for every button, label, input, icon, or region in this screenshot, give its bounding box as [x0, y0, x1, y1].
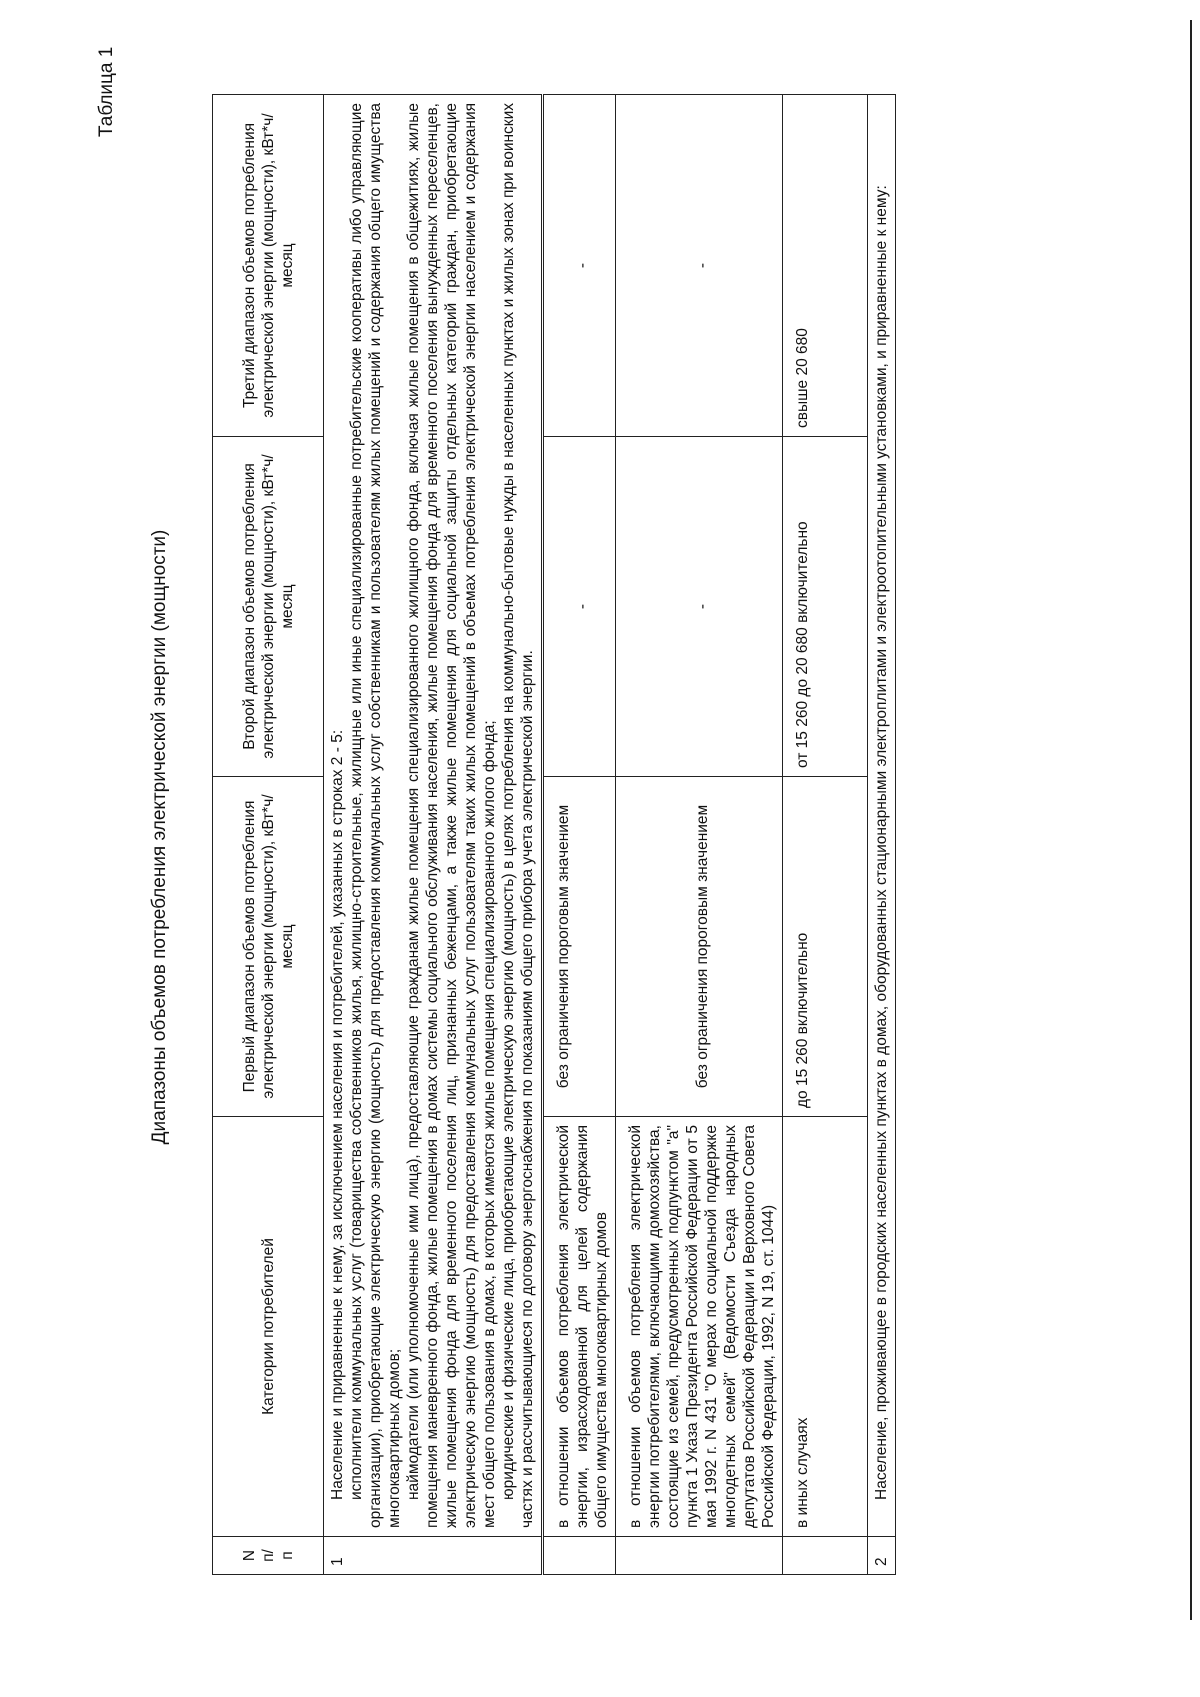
header-category: Категории потребителей — [213, 1117, 324, 1537]
sub-row-category: в отношении объемов потребления электрической энергии потребителями, включающими домохозяйства, состоящие из семей, предусмотренных подпунктом "а" пункта 1 Указа Президента Российской Федерации от 5 мая 1992 г. N 431 "О мерах по социальной поддержке многодетных семей" (Ведомости Съезда народных депутатов Российской Федерации и Верховного Совета Российской Федерации, 1992, N 19, ст. 1044) — [616, 1117, 783, 1537]
consumption-ranges-table — [212, 94, 896, 1575]
sub-row — [543, 95, 616, 1575]
table-label: Таблица 1 — [96, 46, 117, 137]
sub-row-category: в иных случаях — [783, 1117, 868, 1537]
header-n: N п/п — [213, 1537, 324, 1575]
sub-row-range3: свыше 20 680 — [783, 95, 868, 437]
sub-row-range1: без ограничения пороговым значением — [616, 777, 783, 1117]
row2-number: 2 — [868, 1537, 896, 1575]
row1-paragraph: Население и приравненные к нему, за исключением населения и потребителей, указанных в строках 2 - 5: — [329, 729, 346, 1500]
sub-row-category: в отношении объемов потребления электрической энергии, израсходованной для целей содержания общего имущества многоквартирных домов — [543, 1117, 616, 1537]
row-1 — [324, 95, 543, 1575]
header-range2: Второй диапазон объемов потребления электрической энергии (мощности), кВт*ч/месяц — [213, 437, 324, 777]
sub-row-number — [616, 1537, 783, 1575]
document-title: Диапазоны объемов потребления электрической энергии (мощности) — [149, 529, 170, 1145]
row1-paragraph: наймодатели (или уполномоченные ими лица), предоставляющие гражданам жилые помещения специализированного жилищного фонда, включая жилые помещения в общежитиях, жилые помещения маневренного фонда, жилые помещения в домах системы социального обслуживания населения, жилые помещения фонда для временного поселения вынужденных переселенцев, жилые помещения фонда для временного поселения лиц, признанных беженцами, а также жилые помещения для социальной защиты отдельных категорий граждан, приобретающие электрическую энергию (мощность) для предоставления коммунальных услуг пользователям таких жилых помещений в объемах потребления электрической энергии населением и содержания мест общего пользования в домах, в которых имеются жилые помещения специализированного жилого фонда; — [405, 103, 498, 1528]
sub-row-range2: от 15 260 до 20 680 включительно — [783, 437, 868, 777]
row2-description: Население, проживающее в городских населенных пунктах в домах, оборудованных стационарными электроплитами и электроотопительными установками, и приравненные к нему: — [868, 95, 896, 1537]
row1-description — [324, 95, 543, 1537]
header-range1: Первый диапазон объемов потребления электрической энергии (мощности), кВт*ч/месяц — [213, 777, 324, 1117]
sub-row-number — [543, 1537, 616, 1575]
sub-row — [783, 95, 868, 1575]
sub-row-range2: - — [543, 437, 616, 777]
sub-row-range3: - — [543, 95, 616, 437]
sub-row-number — [783, 1537, 868, 1575]
sub-row — [616, 95, 783, 1575]
row1-number: 1 — [324, 1537, 543, 1575]
header-range3: Третий диапазон объемов потребления электрической энергии (мощности), кВт*ч/месяц — [213, 95, 324, 437]
row1-paragraph: юридические и физические лица, приобретающие электрическую энергию (мощность) в целях потребления на коммунально-бытовые нужды в населенных пунктах и жилых зонах при воинских частях и рассчитывающиеся по договору энергоснабжения по показаниям общего прибора учета электрической энергии. — [500, 103, 536, 1528]
sub-row-range1: без ограничения пороговым значением — [543, 777, 616, 1117]
sub-row-range1: до 15 260 включительно — [783, 777, 868, 1117]
sub-row-range3: - — [616, 95, 783, 437]
row-2 — [868, 95, 896, 1575]
sub-row-range2: - — [616, 437, 783, 777]
row1-paragraph: исполнители коммунальных услуг (товарищества собственников жилья, жилищно-строительные, жилищные или иные специализированные потребительские кооперативы либо управляющие организации), приобретающие электрическую энергию (мощность) для предоставления коммунальных услуг собственникам и пользователям жилых помещений и содержания общего имущества многоквартирных домов; — [348, 103, 403, 1528]
header-row — [213, 95, 324, 1575]
